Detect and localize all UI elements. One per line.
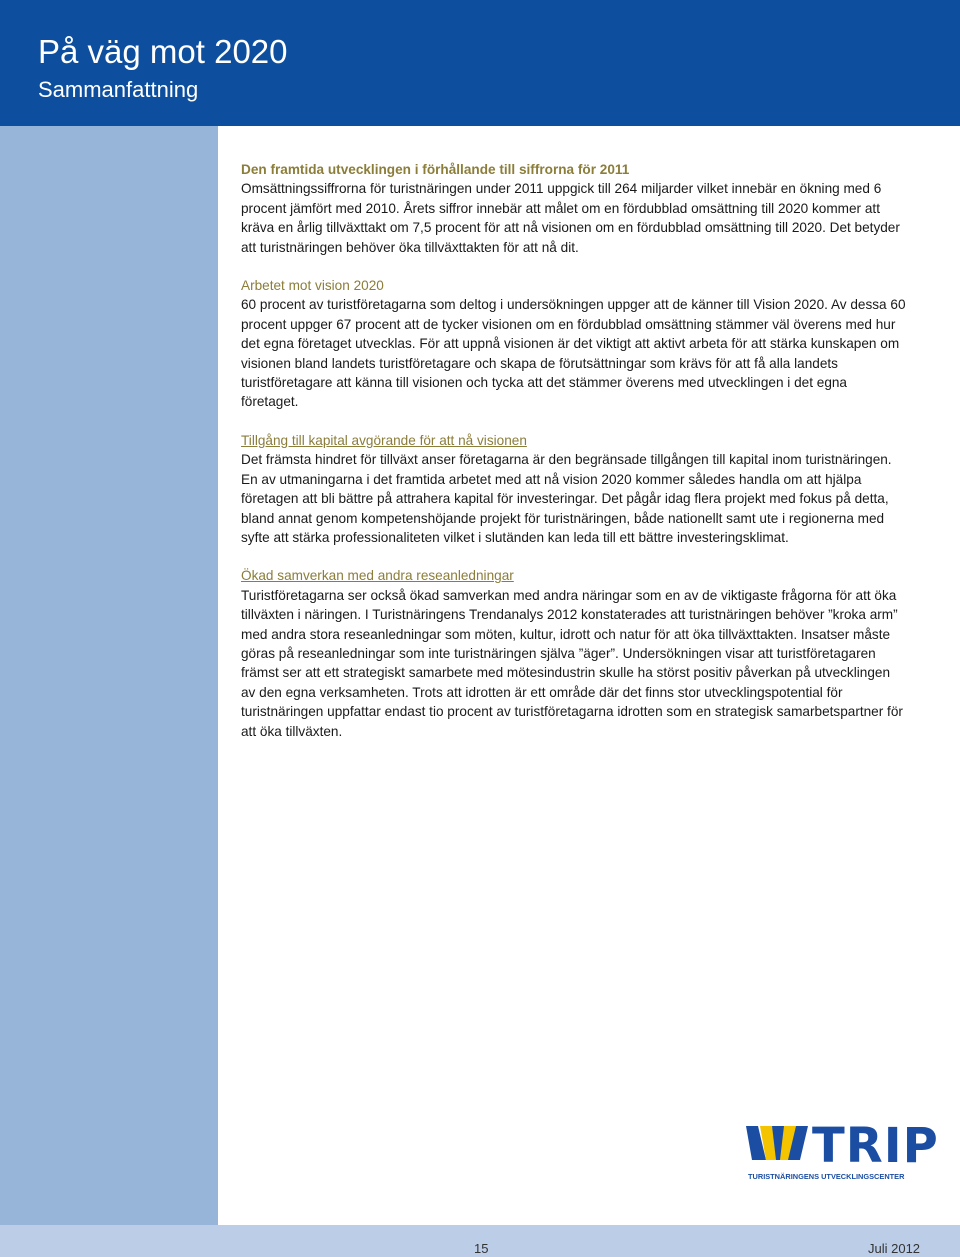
section-heading: Ökad samverkan med andra reseanledningar xyxy=(241,568,514,584)
trip-logo xyxy=(744,1118,939,1186)
sidebar-band xyxy=(0,126,218,1225)
section-heading: Arbetet mot vision 2020 xyxy=(241,278,384,294)
footer-date: Juli 2012 xyxy=(868,1241,921,1256)
page-title: På väg mot 2020 xyxy=(38,33,288,70)
logo-tagline: TURISTNÄRINGENS UTVECKLINGSCENTER xyxy=(748,1172,905,1181)
logo-wordmark: TRIP xyxy=(812,1118,939,1174)
main-content xyxy=(241,160,907,760)
section-framtida-utveckling xyxy=(241,160,907,257)
section-heading: Den framtida utvecklingen i förhållande till siffrorna för 2011 xyxy=(241,162,630,177)
page-subtitle: Sammanfattning xyxy=(38,77,199,102)
section-heading: Tillgång till kapital avgörande för att nå visionen xyxy=(241,432,527,448)
section-arbetet-mot-vision xyxy=(241,276,907,412)
section-tillgang-kapital xyxy=(241,431,907,547)
section-body: 60 procent av turistföretagarna som deltog i undersökningen uppger att de känner till Vision 2020. Av dessa 60 procent uppger 67 procent att de tycker visionen om en fördubblad omsättning stämmer väl överens med hur det egna företaget utvecklas. För att uppnå visionen är det viktigt att aktivt arbeta för att stärka kunskapen om visionen bland landets turistföretagare och skapa de förutsättningar som krävs för att få alla landets turistföretagare att känna till visionen och tycka att det stämmer överens med utvecklingen i det egna företaget. xyxy=(241,297,906,410)
section-body: Det främsta hindret för tillväxt anser företagarna är den begränsade tillgången till kapital inom turistnäringen. En av utmaningarna i det framtida arbetet med att nå vision 2020 kommer således handla om att hjälpa företagen att bli bättre på attrahera kapital för investeringar. Det pågår idag flera projekt med fokus på detta, bland annat genom kompetenshöjande projekt för turistnäringen, både nationellt samt ute i regionerna med syfte att stärka professionaliteten vilket i slutänden kan leda till ett bättre investeringsklimat. xyxy=(241,452,892,545)
crown-icon xyxy=(744,1122,810,1170)
section-okad-samverkan xyxy=(241,566,907,741)
page-number: 15 xyxy=(474,1241,489,1256)
section-body: Turistföretagarna ser också ökad samverkan med andra näringar som en av de viktigaste frågorna för att öka tillväxten i näringen. I Turistnäringens Trendanalys 2012 konstaterades att turistnäringen behöver ”kroka arm” med andra stora reseanledningar som möten, kultur, idrott och natur för att öka tillväxttakten. Insatser måste göras på reseanledningar som inte turistnäringen själva ”äger”. Undersökningen visar att turistföretagaren främst ser att ett strategiskt samarbete med mötesindustrin skulle ha störst positiv påverkan på utvecklingen av den egna verksamheten. Trots att idrotten är ett område där det finns stor utvecklingspotential för turistnäringen uppfattar endast tio procent av turistföretagarna idrotten som en strategisk samarbetspartner för att öka tillväxten. xyxy=(241,587,903,739)
section-body: Omsättningssiffrorna för turistnäringen under 2011 uppgick till 264 miljarder vilket innebär en ökning med 6 procent jämfört med 2010. Årets siffror innebär att målet om en fördubblad omsättning till 2020 kommer att kräva en årlig tillväxttakt om 7,5 procent för att nå visionen om en fördubblad omsättning till 2020. Det betyder att turistnäringen behöver öka tillväxttakten för att nå dit. xyxy=(241,181,900,255)
header-banner xyxy=(0,0,960,126)
footer-bar xyxy=(0,1225,960,1257)
